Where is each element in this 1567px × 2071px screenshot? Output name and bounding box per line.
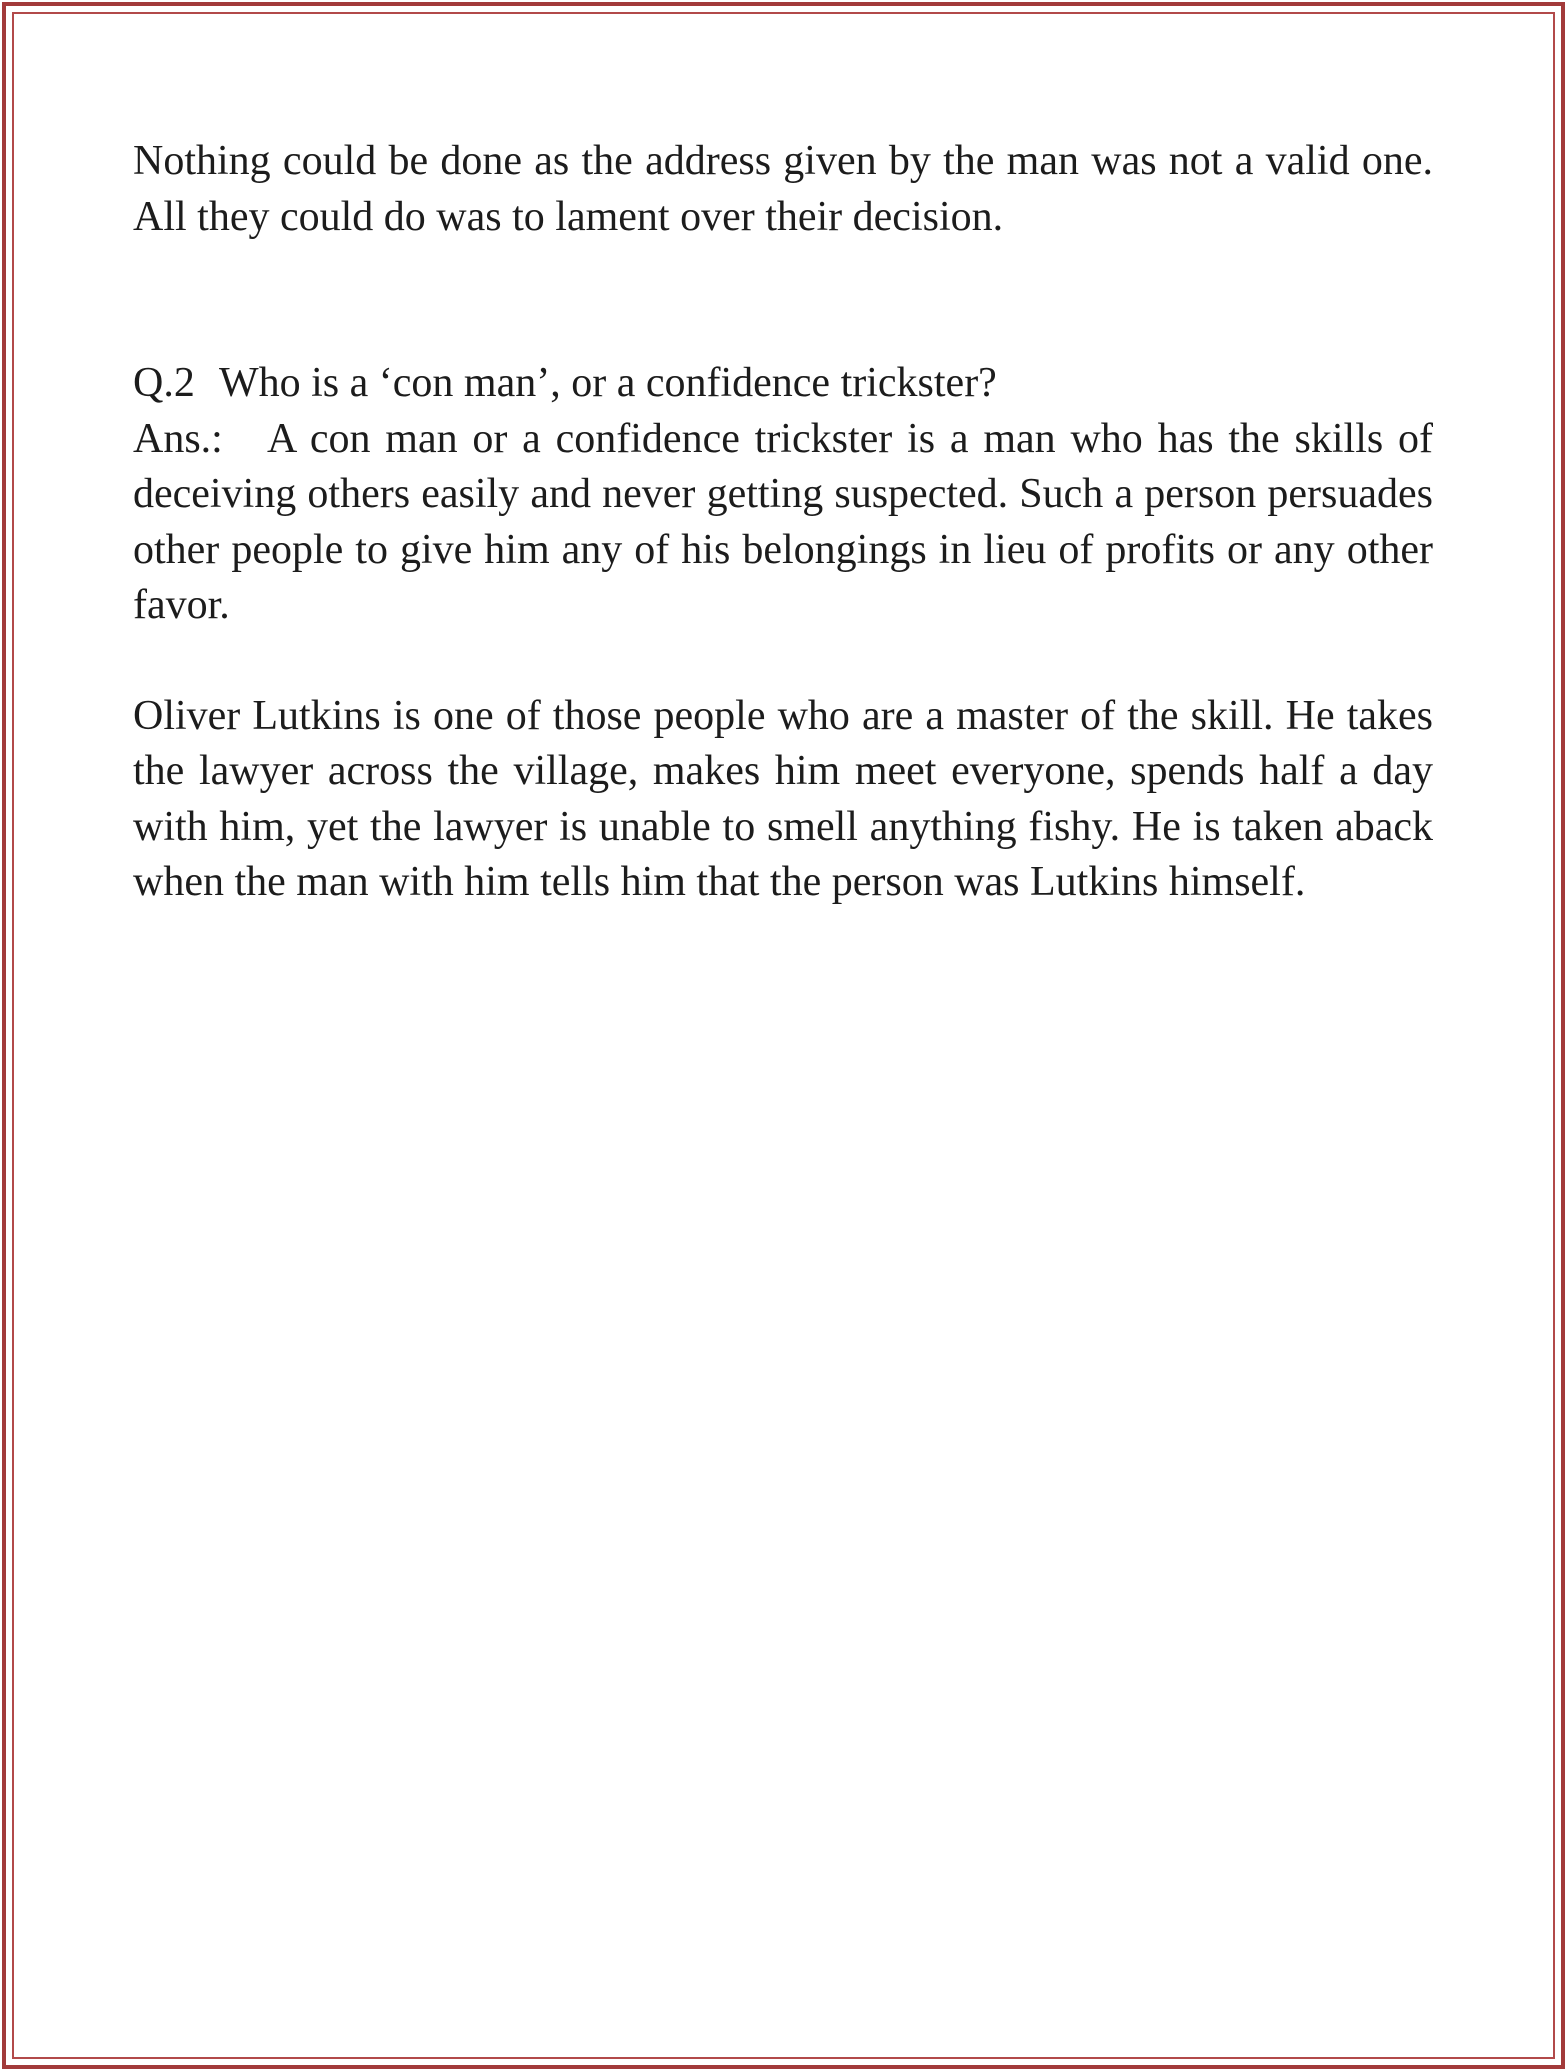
question-text: Who is a ‘con man’, or a confidence trickster? [219,360,997,406]
paragraph-oliver-lutkins: Oliver Lutkins is one of those people who are a master of the skill. He takes the lawyer across the village, makes him meet everyone, spends half a day with him, yet the lawyer is unable to smell anything fishy. He is taken aback when the man with him tells him that the person was Lutkins himself. [133,692,1433,905]
question-2 [133,356,1433,412]
paragraph-address: Nothing could be done as the address given by the man was not a valid one. All they could do was to lament over their decision. [133,138,1433,240]
answer-2 [133,412,1433,634]
answer-text: A con man or a confidence trickster is a man who has the skills of deceiving others easily and never getting suspected. Such a person persuades other people to give him any of his belongings in lieu of profits or any other favor. [133,415,1433,628]
answer-label: Ans.: [133,415,223,462]
spacer [133,245,1433,356]
page-content [133,134,1433,911]
question-number: Q.2 [133,360,195,406]
spacer [133,634,1433,689]
